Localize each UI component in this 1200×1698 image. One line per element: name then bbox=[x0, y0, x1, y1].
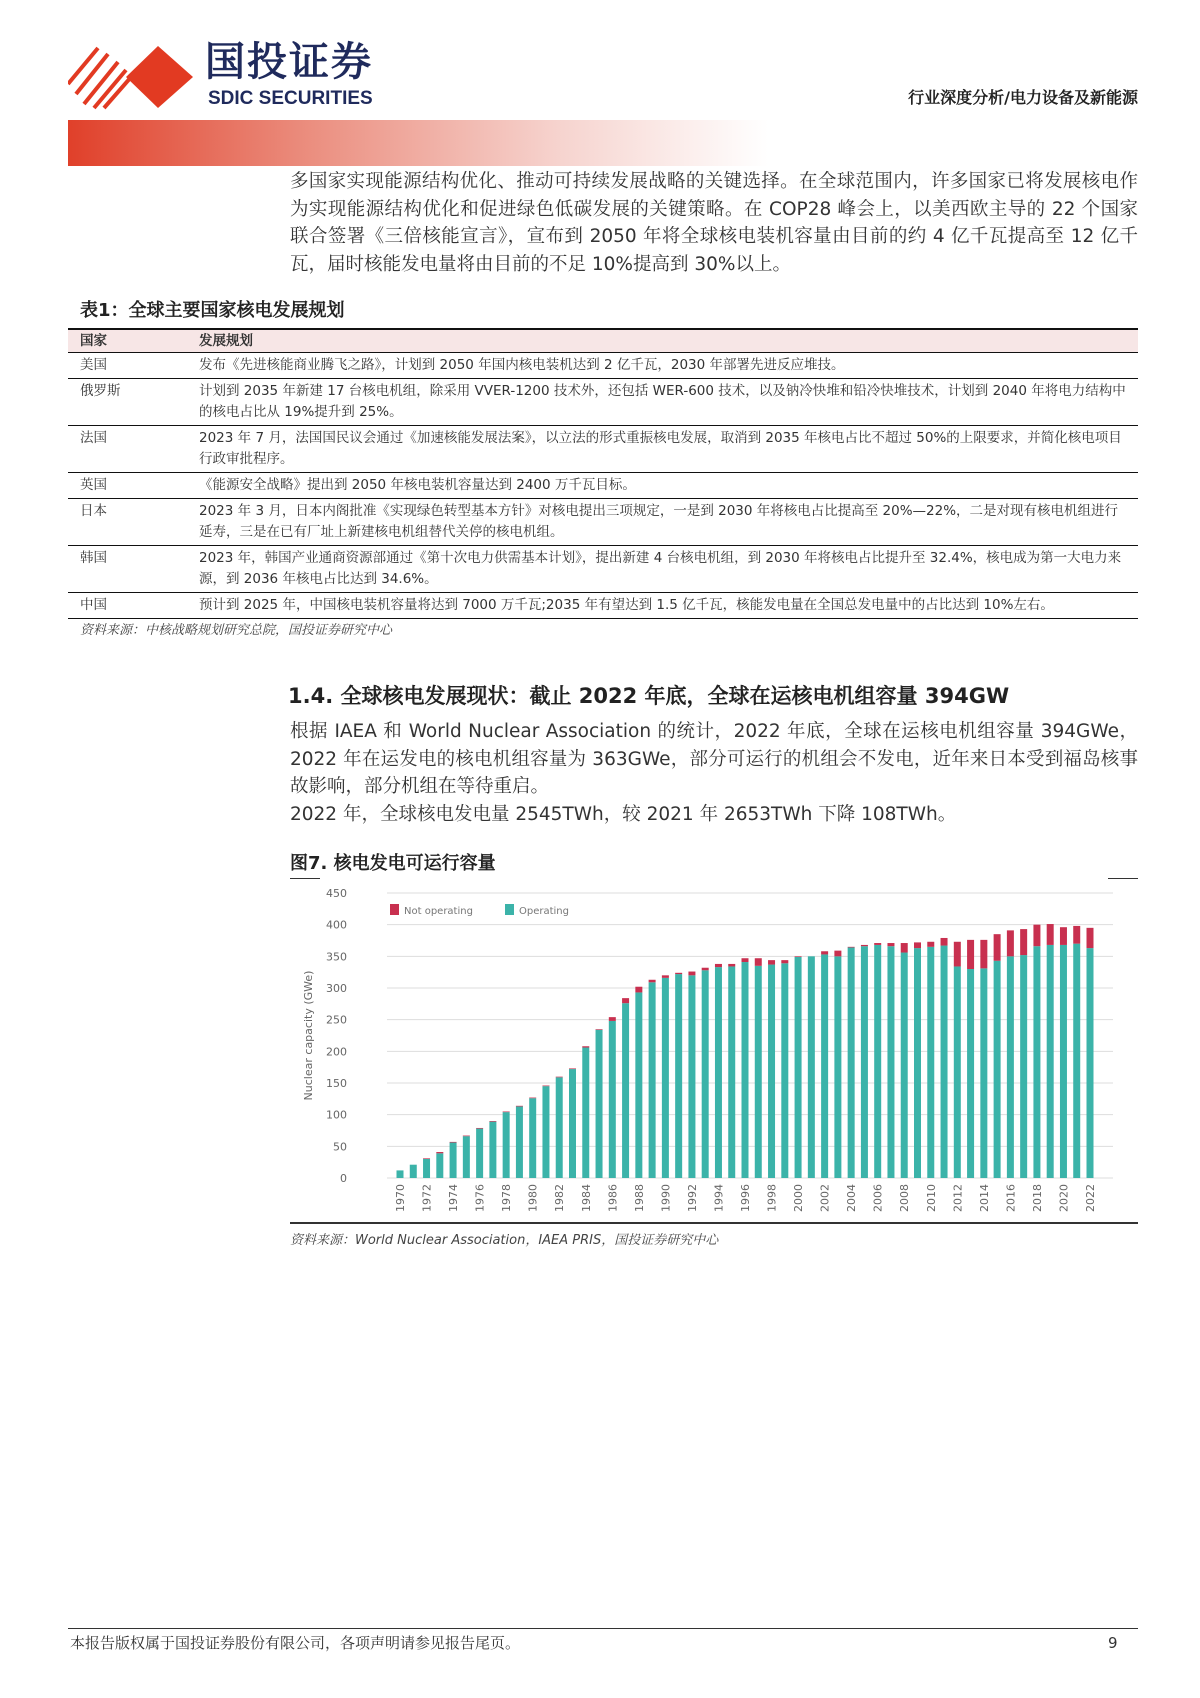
table-row bbox=[68, 499, 1138, 546]
header-banner bbox=[68, 120, 768, 166]
bar-not-operating bbox=[1020, 929, 1027, 955]
bar-not-operating bbox=[688, 972, 695, 976]
bar-operating bbox=[901, 953, 908, 1178]
bar-not-operating bbox=[1060, 927, 1067, 945]
country-cell: 英国 bbox=[68, 473, 187, 499]
x-tick-label: 1982 bbox=[553, 1184, 567, 1212]
column-header: 发展规划 bbox=[187, 329, 1138, 353]
legend-label: Not operating bbox=[404, 906, 473, 917]
figure-source: 资料来源：World Nuclear Association，IAEA PRIS，国投证券研究中心 bbox=[290, 1233, 719, 1248]
x-tick-label: 1990 bbox=[659, 1184, 673, 1212]
bar-not-operating bbox=[450, 1142, 457, 1143]
x-tick-label: 1984 bbox=[579, 1184, 593, 1212]
bar-operating bbox=[1033, 946, 1040, 1178]
bar-operating bbox=[436, 1153, 443, 1178]
country-cell: 法国 bbox=[68, 426, 187, 473]
bar-operating bbox=[954, 966, 961, 1178]
bar-operating bbox=[914, 948, 921, 1178]
x-tick-label: 2004 bbox=[845, 1184, 859, 1212]
plan-cell: 发布《先进核能商业腾飞之路》，计划到 2050 年国内核电装机达到 2 亿千瓦，2030 年部署先进反应堆技。 bbox=[187, 353, 1138, 379]
bar-operating bbox=[887, 946, 894, 1178]
footer-disclaimer: 本报告版权属于国投证券股份有限公司，各项声明请参见报告尾页。 bbox=[70, 1634, 521, 1652]
legend-swatch-operating bbox=[505, 904, 514, 915]
bar-not-operating bbox=[529, 1098, 536, 1099]
footer-rule bbox=[68, 1628, 1138, 1629]
bar-operating bbox=[742, 962, 749, 1178]
bar-operating bbox=[808, 956, 815, 1178]
plan-cell: 2023 年 3 月，日本内阁批准《实现绿色转型基本方针》对核电提出三项规定，一是到 2030 年将核电占比提高至 20%—22%，二是对现有核电机组进行延寿，三是在已有厂址上新建核电机组替代关停的核电机组。 bbox=[187, 499, 1138, 546]
x-tick-label: 2002 bbox=[818, 1184, 832, 1212]
x-tick-label: 2000 bbox=[792, 1184, 806, 1212]
bar-operating bbox=[649, 982, 656, 1178]
bar-not-operating bbox=[941, 938, 948, 946]
table-row bbox=[68, 353, 1138, 379]
bar-not-operating bbox=[1007, 930, 1014, 956]
x-tick-label: 1974 bbox=[447, 1184, 461, 1212]
content-column bbox=[68, 168, 1138, 1250]
x-tick-label: 1978 bbox=[500, 1184, 514, 1212]
bar-operating bbox=[781, 963, 788, 1178]
bar-operating bbox=[1047, 945, 1054, 1178]
nuclear-plan-table bbox=[68, 328, 1138, 619]
capacity-chart bbox=[290, 876, 1140, 1222]
bar-not-operating bbox=[834, 951, 841, 957]
plan-cell: 2023 年，韩国产业通商资源部通过《第十次电力供需基本计划》，提出新建 4 台核电机组，到 2030 年将核电占比提升至 32.4%，核电成为第一大电力来源，到 2036 年核电占比达到 34.6%。 bbox=[187, 546, 1138, 593]
table-row bbox=[68, 379, 1138, 426]
bar-not-operating bbox=[1047, 924, 1054, 945]
bar-not-operating bbox=[821, 951, 828, 954]
bar-operating bbox=[848, 947, 855, 1178]
bar-operating bbox=[450, 1143, 457, 1178]
table-row bbox=[68, 426, 1138, 473]
y-tick-label: 150 bbox=[326, 1077, 347, 1090]
bar-not-operating bbox=[476, 1128, 483, 1129]
plan-cell: 预计到 2025 年，中国核电装机容量将达到 7000 万千瓦;2035 年有望达到 1.5 亿千瓦，核能发电量在全国总发电量中的占比达到 10%左右。 bbox=[187, 593, 1138, 619]
section-heading: 1.4. 全球核电发展现状：截止 2022 年底，全球在运核电机组容量 394GW bbox=[288, 684, 1010, 708]
logo-text-en: SDIC SECURITIES bbox=[208, 88, 373, 109]
bar-not-operating bbox=[635, 987, 642, 993]
figure-bottom-rule bbox=[290, 1222, 1138, 1224]
x-tick-label: 1970 bbox=[394, 1184, 407, 1212]
bar-not-operating bbox=[901, 943, 908, 953]
y-tick-label: 300 bbox=[326, 982, 347, 995]
x-tick-label: 1994 bbox=[712, 1184, 726, 1212]
bar-not-operating bbox=[715, 964, 722, 967]
x-tick-label: 1992 bbox=[685, 1184, 699, 1212]
bar-operating bbox=[675, 974, 682, 1178]
bar-not-operating bbox=[914, 942, 921, 948]
x-tick-label: 1980 bbox=[526, 1184, 540, 1212]
bar-not-operating bbox=[569, 1068, 576, 1069]
bar-not-operating bbox=[954, 942, 961, 967]
bar-operating bbox=[874, 945, 881, 1178]
bar-operating bbox=[834, 956, 841, 1178]
bar-not-operating bbox=[609, 1017, 616, 1021]
bar-operating bbox=[1073, 944, 1080, 1178]
y-tick-label: 200 bbox=[326, 1045, 347, 1059]
bar-operating bbox=[410, 1165, 417, 1178]
bar-not-operating bbox=[489, 1121, 496, 1122]
bar-operating bbox=[1087, 948, 1094, 1178]
x-tick-label: 1986 bbox=[606, 1184, 620, 1212]
logo-text-cn: 国投证券 bbox=[205, 39, 373, 85]
bar-operating bbox=[768, 965, 775, 1178]
bar-operating bbox=[1060, 945, 1067, 1178]
bar-operating bbox=[397, 1170, 404, 1178]
x-tick-label: 2018 bbox=[1030, 1184, 1044, 1212]
bar-operating bbox=[927, 947, 934, 1178]
bar-not-operating bbox=[675, 973, 682, 974]
table-row bbox=[68, 546, 1138, 593]
bar-not-operating bbox=[503, 1112, 510, 1113]
column-header: 国家 bbox=[68, 329, 187, 353]
bar-operating bbox=[569, 1069, 576, 1178]
figure-container bbox=[290, 876, 1140, 1226]
x-tick-label: 2022 bbox=[1084, 1184, 1097, 1212]
x-tick-label: 2020 bbox=[1057, 1184, 1071, 1212]
bar-operating bbox=[967, 969, 974, 1178]
bar-not-operating bbox=[463, 1136, 470, 1137]
bar-operating bbox=[609, 1021, 616, 1178]
bar-not-operating bbox=[622, 998, 629, 1003]
bar-operating bbox=[702, 970, 709, 1178]
bar-not-operating bbox=[436, 1152, 443, 1153]
bar-operating bbox=[755, 966, 762, 1178]
table-source: 资料来源：中核战略规划研究总院，国投证券研究中心 bbox=[80, 623, 393, 638]
bar-operating bbox=[489, 1122, 496, 1178]
bar-operating bbox=[542, 1086, 549, 1178]
bar-operating bbox=[1007, 956, 1014, 1178]
bar-operating bbox=[715, 967, 722, 1178]
y-axis-title: Nuclear capacity (GWe) bbox=[302, 970, 315, 1101]
intro-paragraph: 多国家实现能源结构优化、推动可持续发展战略的关键选择。在全球范围内，许多国家已将发展核电作为实现能源结构优化和促进绿色低碳发展的关键策略。在 COP28 峰会上，以美西欧主导的 22 个国家联合签署《三倍核能宣言》，宣布到 2050 年将全球核电装机容量由目前的约 4 亿千瓦提高至 12 亿千瓦，届时核能发电量将由目前的不足 10%提高到 30%以上。 bbox=[290, 171, 1138, 275]
bar-operating bbox=[503, 1112, 510, 1178]
logo-mark bbox=[68, 44, 196, 110]
plan-cell: 计划到 2035 年新建 17 台核电机组，除采用 VVER-1200 技术外，还包括 WER-600 技术，以及钠冷快堆和铅冷快堆技术，计划到 2040 年将电力结构中的核电占比从 19%提升到 25%。 bbox=[187, 379, 1138, 426]
bar-not-operating bbox=[1073, 926, 1080, 944]
bar-not-operating bbox=[755, 958, 762, 966]
x-tick-label: 1998 bbox=[765, 1184, 779, 1212]
country-cell: 美国 bbox=[68, 353, 187, 379]
plan-cell: 2023 年 7 月，法国国民议会通过《加速核能发展法案》，以立法的形式重振核电发展，取消到 2035 年核电占比不超过 50%的上限要求，并简化核电项目行政审批程序。 bbox=[187, 426, 1138, 473]
bar-operating bbox=[423, 1159, 430, 1178]
legend-swatch-not-operating bbox=[390, 904, 399, 915]
bar-operating bbox=[662, 978, 669, 1178]
bar-operating bbox=[635, 992, 642, 1178]
bar-operating bbox=[582, 1048, 589, 1178]
bar-not-operating bbox=[542, 1086, 549, 1087]
section-paragraph-2: 2022 年，全球核电发电量 2545TWh，较 2021 年 2653TWh 下降 108TWh。 bbox=[290, 803, 957, 825]
bar-operating bbox=[556, 1077, 563, 1178]
bar-operating bbox=[994, 961, 1001, 1178]
y-tick-label: 400 bbox=[326, 918, 347, 932]
x-tick-label: 1976 bbox=[473, 1184, 487, 1212]
y-tick-label: 50 bbox=[333, 1140, 347, 1154]
bar-operating bbox=[463, 1136, 470, 1178]
bar-operating bbox=[622, 1003, 629, 1178]
plan-cell: 《能源安全战略》提出到 2050 年核电装机容量达到 2400 万千瓦目标。 bbox=[187, 473, 1138, 499]
y-tick-label: 250 bbox=[326, 1013, 347, 1027]
table-row bbox=[68, 593, 1138, 619]
bar-not-operating bbox=[980, 940, 987, 969]
x-tick-label: 2010 bbox=[924, 1184, 938, 1212]
x-tick-label: 2012 bbox=[951, 1184, 965, 1212]
y-tick-label: 0 bbox=[340, 1172, 347, 1185]
bar-not-operating bbox=[1087, 928, 1094, 948]
x-tick-label: 1988 bbox=[632, 1184, 646, 1212]
bar-not-operating bbox=[702, 968, 709, 971]
x-tick-label: 1996 bbox=[739, 1184, 752, 1212]
country-cell: 日本 bbox=[68, 499, 187, 546]
bar-not-operating bbox=[556, 1077, 563, 1078]
table-title: 表1：全球主要国家核电发展规划 bbox=[80, 300, 345, 321]
country-cell: 俄罗斯 bbox=[68, 379, 187, 426]
x-tick-label: 1972 bbox=[420, 1184, 434, 1212]
bar-not-operating bbox=[1033, 925, 1040, 947]
y-tick-label: 350 bbox=[326, 950, 347, 964]
country-cell: 韩国 bbox=[68, 546, 187, 593]
bar-operating bbox=[596, 1030, 603, 1178]
x-tick-label: 2008 bbox=[898, 1184, 912, 1212]
bar-not-operating bbox=[768, 960, 775, 964]
x-tick-label: 2006 bbox=[871, 1184, 885, 1212]
bar-not-operating bbox=[582, 1046, 589, 1047]
country-cell: 中国 bbox=[68, 593, 187, 619]
section-paragraph: 根据 IAEA 和 World Nuclear Association 的统计，2022 年底，全球在运核电机组容量 394GWe，2022 年在运发电的核电机组容量为 363GWe，部分可运行的机组会不发电，近年来日本受到福岛核事故影响，部分机组在等待重启。 bbox=[290, 721, 1138, 797]
bar-operating bbox=[529, 1098, 536, 1178]
bar-not-operating bbox=[848, 947, 855, 948]
bar-operating bbox=[795, 957, 802, 1178]
bar-not-operating bbox=[781, 960, 788, 963]
bar-not-operating bbox=[874, 943, 881, 945]
x-tick-label: 2016 bbox=[1004, 1184, 1018, 1212]
bar-not-operating bbox=[887, 943, 894, 946]
bar-operating bbox=[728, 966, 735, 1178]
bar-not-operating bbox=[795, 956, 802, 957]
bar-operating bbox=[941, 946, 948, 1178]
bar-not-operating bbox=[649, 980, 656, 983]
bar-not-operating bbox=[516, 1106, 523, 1107]
bar-operating bbox=[980, 968, 987, 1178]
bar-operating bbox=[516, 1106, 523, 1178]
y-tick-label: 450 bbox=[326, 887, 347, 900]
table-row bbox=[68, 473, 1138, 499]
bar-not-operating bbox=[861, 945, 868, 946]
bar-operating bbox=[688, 975, 695, 1178]
bar-operating bbox=[476, 1129, 483, 1178]
bar-not-operating bbox=[596, 1029, 603, 1030]
bar-not-operating bbox=[927, 942, 934, 947]
page-number: 9 bbox=[1108, 1634, 1118, 1652]
figure-title: 图7. 核电发电可运行容量 bbox=[290, 853, 496, 874]
bar-not-operating bbox=[967, 940, 974, 969]
y-tick-label: 100 bbox=[326, 1108, 347, 1122]
bar-not-operating bbox=[423, 1158, 430, 1159]
legend-label: Operating bbox=[519, 906, 569, 917]
bar-not-operating bbox=[728, 964, 735, 967]
report-category: 行业深度分析/电力设备及新能源 bbox=[908, 88, 1138, 107]
bar-operating bbox=[1020, 955, 1027, 1178]
bar-not-operating bbox=[994, 934, 1001, 961]
bar-not-operating bbox=[742, 958, 749, 962]
bar-operating bbox=[821, 954, 828, 1178]
x-tick-label: 2014 bbox=[977, 1184, 991, 1212]
bar-operating bbox=[861, 946, 868, 1178]
bar-not-operating bbox=[662, 975, 669, 978]
